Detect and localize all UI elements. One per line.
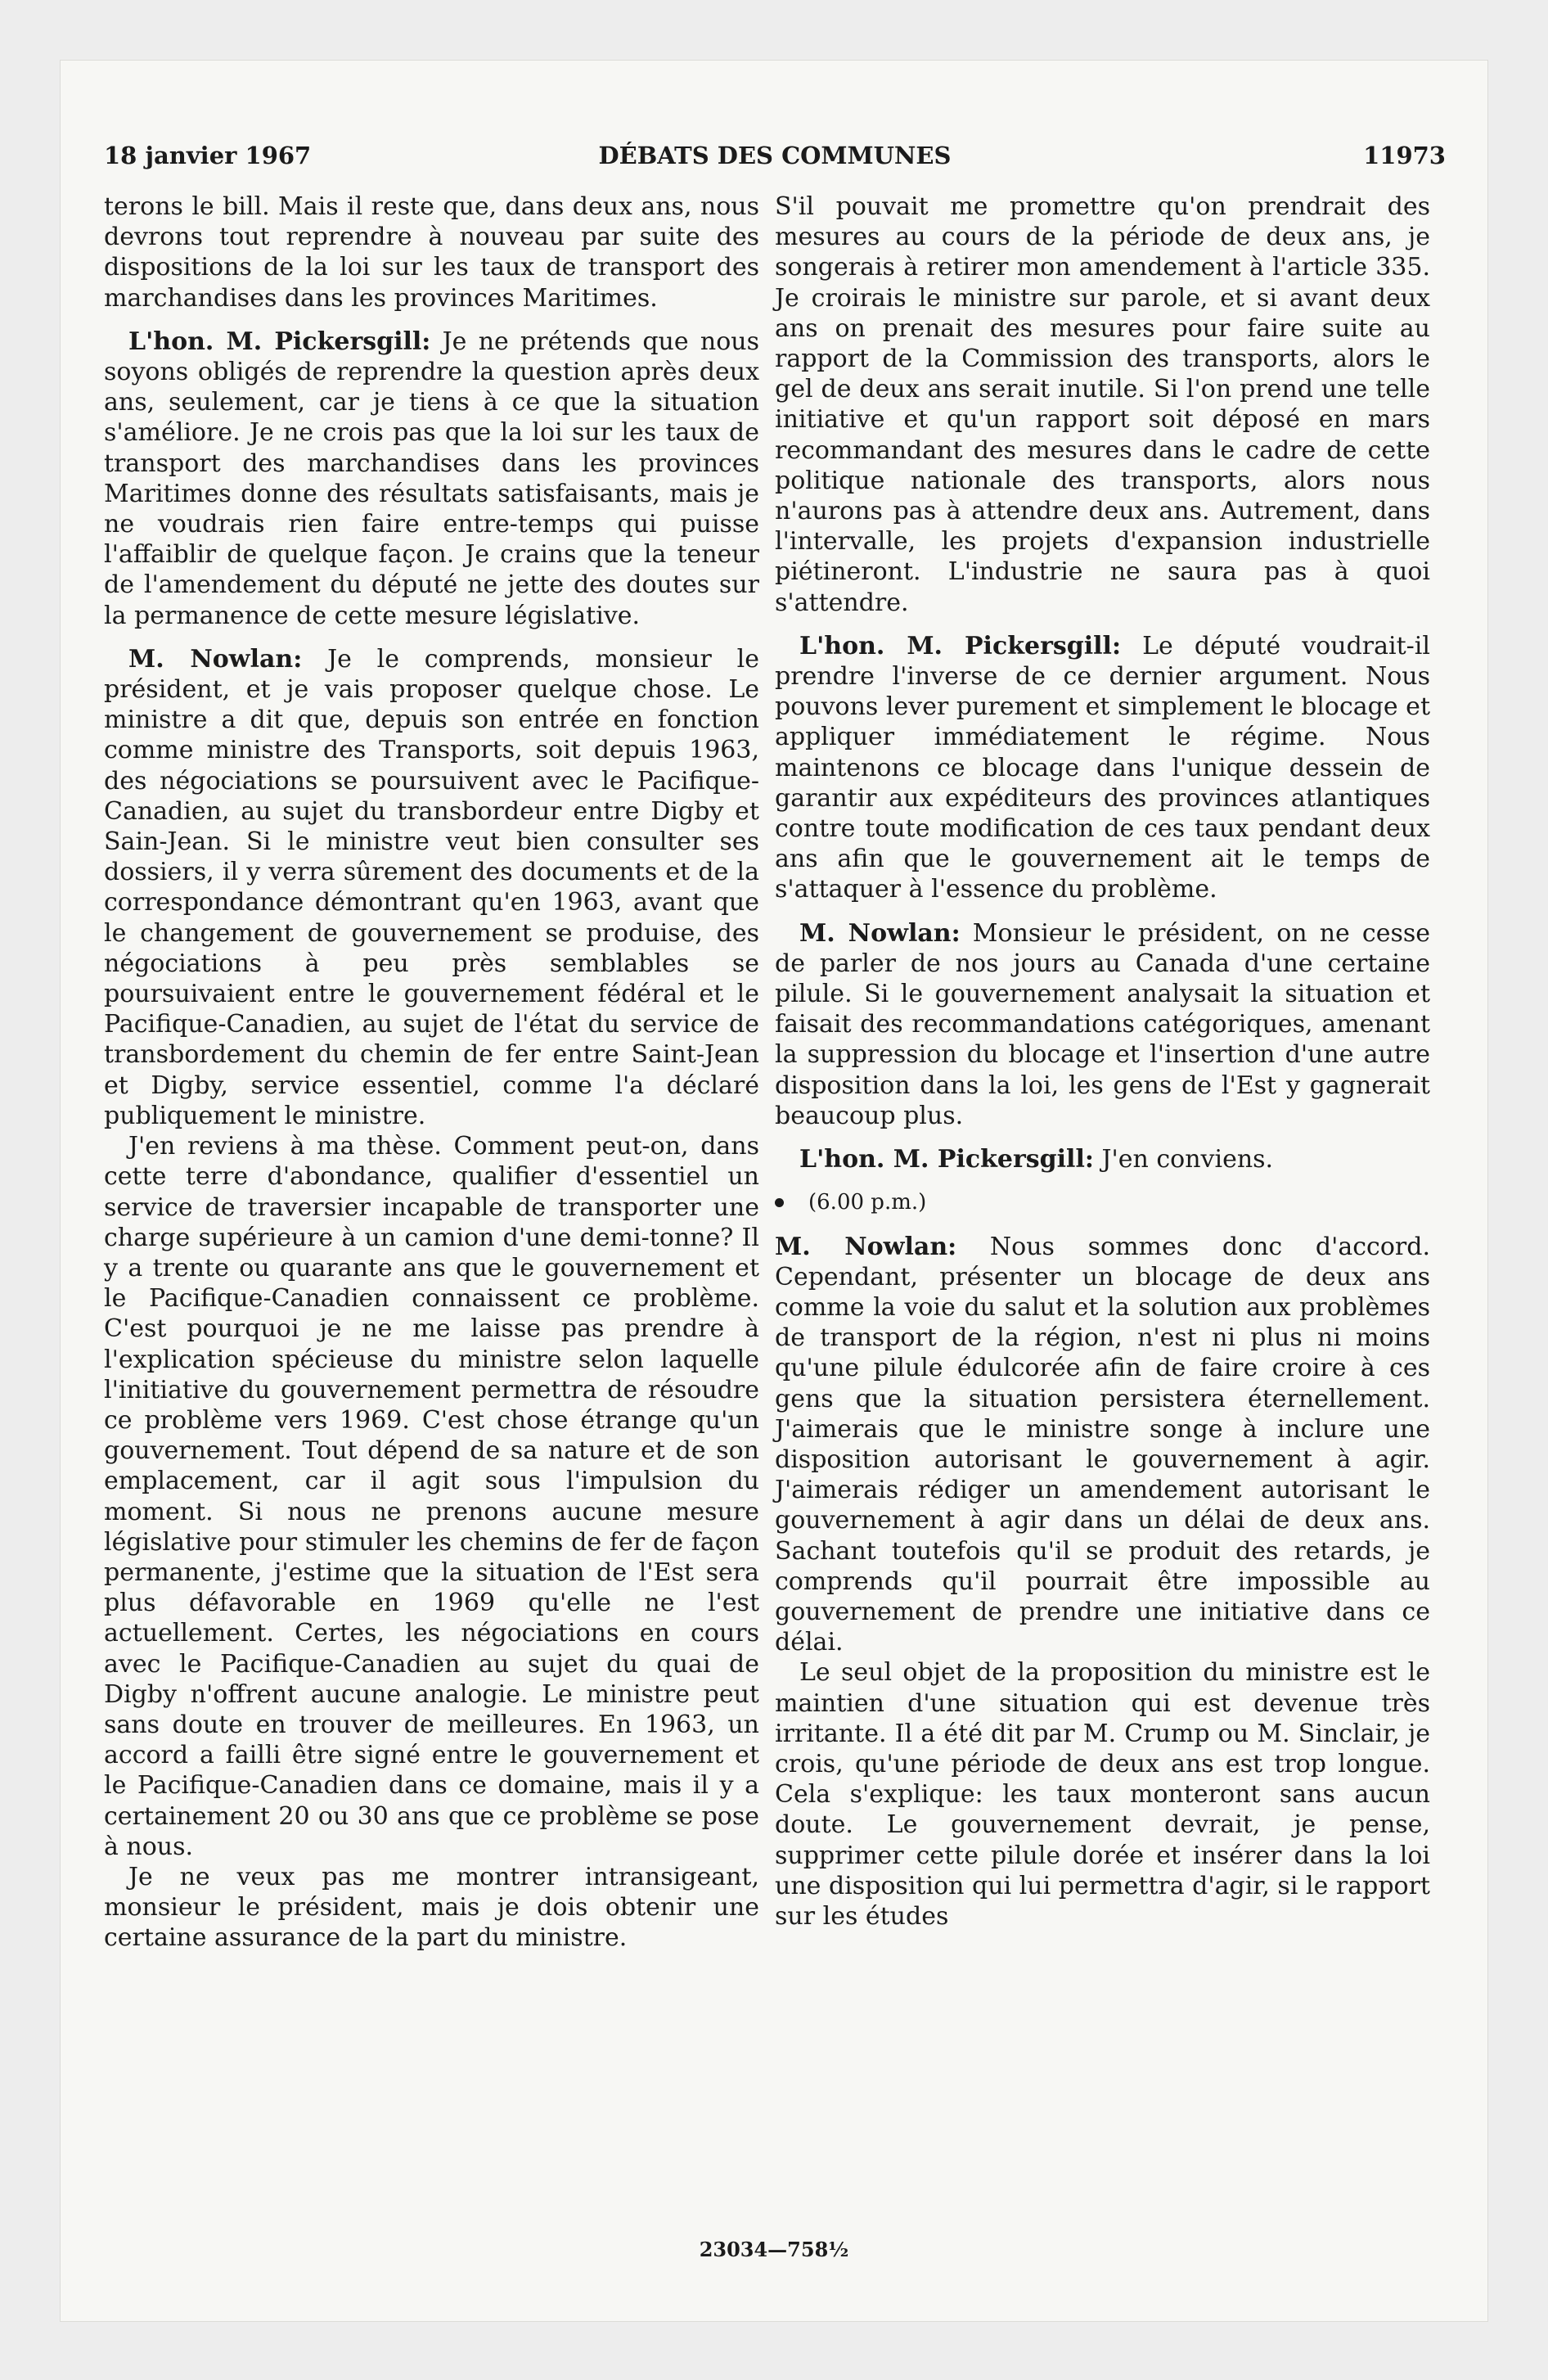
header-page-number: 11973 (1363, 142, 1446, 169)
time-marker-text: (6.00 p.m.) (808, 1190, 927, 1215)
speaker-name: L'hon. M. Pickersgill: (799, 1145, 1094, 1174)
header-date: 18 janvier 1967 (104, 142, 312, 169)
bullet-icon (775, 1198, 784, 1207)
speech-text: Monsieur le président, on ne cesse de parler de nos jours au Canada d'une certaine pilule. Si le gouvernement analysait la situation et faisait des recommandations catégoriques, amenant la suppression du blocage et l'insertion d'une autre disposition dans la loi, les gens de l'Est y gagnerait beaucoup plus. (775, 918, 1430, 1130)
footer-code: 23034—758½ (699, 2238, 849, 2261)
paragraph: Je ne veux pas me montrer intransigeant, monsieur le président, mais je dois obtenir une certaine assurance de la part du ministre. (104, 1862, 759, 1953)
paragraph: Le seul objet de la proposition du ministre est le maintien d'une situation qui est devenue très irritante. Il a été dit par M. Crump ou M. Sinclair, je crois, qu'une période de deux ans est trop longue. Cela s'explique: les taux monteront sans aucun doute. Le gouvernement devrait, je pense, supprimer cette pilule dorée et insérer dans la loi une disposition qui lui permettra d'agir, si le rapport sur les études (775, 1658, 1430, 1931)
speech-text: Je le comprends, monsieur le président, et je vais proposer quelque chose. Le ministre a dit que, depuis son entrée en fonction comme ministre des Transports, soit depuis 1963, des négociations se poursuivent avec le Pacifique-Canadien, au sujet du transbordeur entre Digby et Sain-Jean. Si le ministre veut bien consulter ses dossiers, il y verra sûrement des documents et de la correspondance démontrant qu'en 1963, avant que le changement de gouvernement se produise, des négociations à peu près semblables se poursuivaient entre le gouvernement fédéral et le Pacifique-Canadien, au sujet de l'état du service de transbordement du chemin de fer entre Saint-Jean et Digby, service essentiel, comme l'a déclaré publiquement le ministre. (104, 644, 759, 1130)
paragraph (775, 631, 1430, 905)
header-title: DÉBATS DES COMMUNES (598, 142, 952, 169)
paragraph (775, 1144, 1430, 1174)
speaker-name: M. Nowlan: (799, 918, 961, 948)
paragraph: J'en reviens à ma thèse. Comment peut-on, dans cette terre d'abondance, qualifier d'essentiel un service de traversier incapable de transporter une charge supérieure à un camion d'une demi-tonne? Il y a trente ou quarante ans que le gouvernement et le Pacifique-Canadien connaissent ce problème. C'est pourquoi je ne me laisse pas prendre à l'explication spécieuse du ministre selon laquelle l'initiative du gouvernement permettra de résoudre ce problème vers 1969. C'est chose étrange qu'un gouvernement. Tout dépend de sa nature et de son emplacement, car il agit sous l'impulsion du moment. Si nous ne prenons aucune mesure législative pour stimuler les chemins de fer de façon permanente, j'estime que la situation de l'Est sera plus défavorable en 1969 qu'elle ne l'est actuellement. Certes, les négociations en cours avec le Pacifique-Canadien au sujet du quai de Digby n'offrent aucune analogie. Le ministre peut sans doute en trouver de meilleures. En 1963, un accord a failli être signé entre le gouvernement et le Pacifique-Canadien dans ce domaine, mais il y a certainement 20 ou 30 ans que ce problème se pose à nous. (104, 1132, 759, 1861)
paragraph (775, 918, 1430, 1131)
time-marker (775, 1188, 1430, 1218)
paragraph: terons le bill. Mais il reste que, dans deux ans, nous devrons tout reprendre à nouveau par suite des dispositions de la loi sur les taux de transport des marchandises dans les provinces Maritimes. (104, 192, 759, 313)
speech-text: Nous sommes donc d'accord. Cependant, présenter un blocage de deux ans comme la voie du salut et la solution aux problèmes de transport de la région, n'est ni plus ni moins qu'une pilule édulcorée afin de faire croire à ces gens que la situation persistera éternellement. J'aimerais que le ministre songe à inclure une disposition autorisant le gouvernement à agir. J'aimerais rédiger un amendement autorisant le gouvernement à agir dans un délai de deux ans. Sachant toutefois qu'il se produit des retards, je comprends qu'il pourrait être impossible au gouvernement de prendre une initiative dans ce délai. (775, 1232, 1430, 1657)
speaker-name: M. Nowlan: (775, 1232, 957, 1261)
speaker-name: L'hon. M. Pickersgill: (128, 327, 431, 356)
paragraph: S'il pouvait me promettre qu'on prendrait des mesures au cours de la période de deux ans, je songerais à retirer mon amendement à l'article 335. Je croirais le ministre sur parole, et si avant deux ans on prenait des mesures pour faire suite au rapport de la Commission des transports, alors le gel de deux ans serait inutile. Si l'on prend une telle initiative et qu'un rapport soit déposé en mars recommandant des mesures dans le cadre de cette politique nationale des transports, alors nous n'aurons pas à attendre deux ans. Autrement, dans l'intervalle, les projets d'expansion industrielle piétineront. L'industrie ne saura pas à quoi s'attendre. (775, 192, 1430, 617)
speaker-name: M. Nowlan: (128, 644, 303, 674)
speech-text: Je ne prétends que nous soyons obligés de reprendre la question après deux ans, seulement, car je tiens à ce que la situation s'améliore. Je ne crois pas que la loi sur les taux de transport des marchandises dans les provinces Maritimes donne des résultats satisfaisants, mais je ne voudrais rien faire entre-temps qui puisse l'affaiblir de quelque façon. Je crains que la teneur de l'amendement du député ne jette des doutes sur la permanence de cette mesure législative. (104, 327, 759, 630)
paragraph (104, 327, 759, 631)
speech-text: Le député voudrait-il prendre l'inverse de ce dernier argument. Nous pouvons lever purement et simplement le blocage et appliquer immédiatement le régime. Nous maintenons ce blocage dans l'unique dessein de garantir aux expéditeurs des provinces atlantiques contre toute modification de ces taux pendant deux ans afin que le gouvernement ait le temps de s'attaquer à l'essence du problème. (775, 631, 1430, 904)
speaker-name: L'hon. M. Pickersgill: (799, 631, 1122, 660)
document-page (61, 61, 1487, 2321)
right-column (775, 192, 1430, 1931)
paragraph (775, 1232, 1430, 1658)
paragraph (104, 644, 759, 1131)
left-column (104, 192, 759, 1954)
speech-text: J'en conviens. (1093, 1145, 1274, 1174)
page-header (104, 139, 1446, 172)
